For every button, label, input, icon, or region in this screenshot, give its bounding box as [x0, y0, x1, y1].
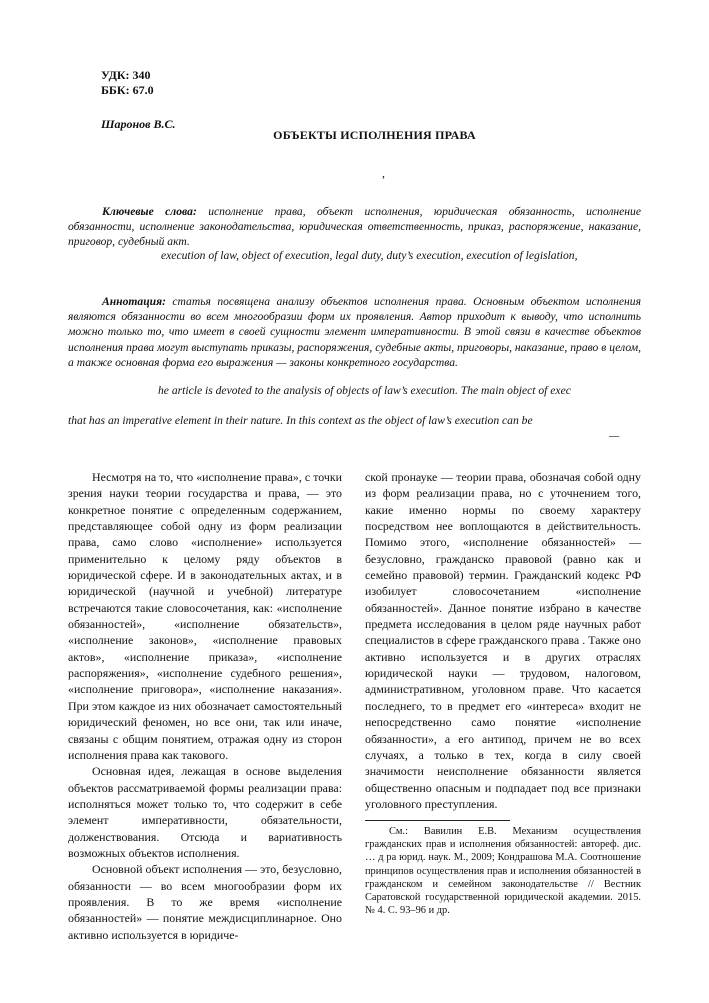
body-paragraph-continued: ской пронауке — теории права, обозначая собой одну из форм реализации права, но с уточнением того, какие именно нормы по своему характеру посредством нее воплощаются в действительность. Помимо этого, «исполнение обязанностей» — безусловно, гражданско правовой (равно как и семейно правовой) термин. Гражданский кодекс РФ изобилует словосочетанием «исполнение обязанностей». Данное понятие избрано в качестве предмета исследования в целом ряде научных работ специалистов в сфере гражданского права . Также оно активно используется и в других отраслях юридической науки — трудовом, налоговом, административном, уголовном праве. Что касается последнего, то в предмет его «интереса» входит не непосредственно само понятие «исполнение обязанности», а его антипод, причем не во всех случаях, а только в тех, когда в силу своей значимости неисполнение обязанности является общественно опасным и подпадает под все признаки уголовного преступления.	[365, 470, 641, 811]
body-paragraph-2: Основная идея, лежащая в основе выделения объектов рассматриваемой формы реализации права: исполняться может только то, что содержит в себе элемент императивности, обязательности, долженствования. Отсюда и вариативность возможных объектов исполнения.	[68, 764, 342, 860]
keywords-block	[68, 204, 641, 250]
udk-code: УДК: 340	[101, 68, 151, 82]
keywords-text: исполнение права, объект исполнения, юридическая обязанность, исполнение обязанности, исполнение законодательства, юридическая ответственность, приказ, распоряжение, наказание, приговор, судебный акт.	[68, 205, 641, 249]
abstract-text: статья посвящена анализу объектов исполнения права. Основным объектом исполнения являются обязанности во всем многообразии форм их проявления. Автор приходит к выводу, что исполнить можно только то, что имеет в своей сущности элемент императивности. В этой связи в качестве объектов исполнения права могут выступать приказы, распоряжения, судебные акты, приговоры, наказание, право в целом, а также основная форма его выражения — законы конкретного государства.	[68, 295, 641, 369]
body-right-column	[365, 469, 641, 812]
footnote	[365, 825, 641, 917]
article-title: ОБЪЕКТЫ ИСПОЛНЕНИЯ ПРАВА	[273, 128, 476, 142]
keywords-label: Ключевые слова:	[102, 205, 197, 218]
abstract-block	[68, 294, 641, 370]
footnote-text: См.: Вавилин Е.В. Механизм осуществления гражданских прав и исполнения обязанностей: автореф. дис. … д ра юрид. наук. М., 2009; Кондрашова М.А. Соотношение принципов осуществления прав и исполнения обязанностей в гражданском и семейном законодательстве // Вестник Саратовской государственной юридической академии. 2015. № 4. С. 93–96 и др.	[365, 826, 641, 917]
body-paragraph-1: Несмотря на то, что «исполнение права», с точки зрения науки теории государства и права, — это конкретное понятие с определенным содержанием, представляющее собой одну из форм реализации права, само слово «исполнение» используется применительно к целому ряду объектов в юридической сфере. И в законодательных актах, и в юридической (научной и учебной) литературе встречаются такие словосочетания, как: «исполнение обязанностей», «исполнение обязательств», «исполнение законов», «исполнение правовых актов», «исполнение приказа», «исполнение распоряжения», «исполнение судебного решения», «исполнение приговора», «исполнение наказания». При этом каждое из них обозначает самостоятельный юридический феномен, но все они, так или иначе, связаны с общим понятием, отражая одну из сторон исполнения права как такового.	[68, 470, 342, 762]
author-name: Шаронов В.С.	[101, 117, 176, 131]
abstract-en-line-2: that has an imperative element in their nature. In this context as the object of law’s execution can be	[68, 414, 533, 427]
abstract-label: Аннотация:	[102, 295, 166, 308]
body-paragraph-3: Основной объект исполнения — это, безусловно, обязанности — во всем многообразии форм их проявления. В то же время «исполнение обязанностей» — понятие междисциплинарное. Оно активно используется в юридиче-	[68, 862, 342, 942]
body-left-column	[68, 469, 342, 943]
bbk-code: ББК: 67.0	[101, 83, 154, 97]
abstract-en-dash: —	[609, 429, 620, 442]
title-comma: ,	[382, 166, 385, 180]
footnote-divider	[365, 820, 510, 821]
keywords-en: execution of law, object of execution, legal duty, duty’s execution, execution of legislation,	[161, 249, 578, 262]
abstract-en-line-1: he article is devoted to the analysis of objects of law’s execution. The main object of exec	[158, 384, 571, 397]
